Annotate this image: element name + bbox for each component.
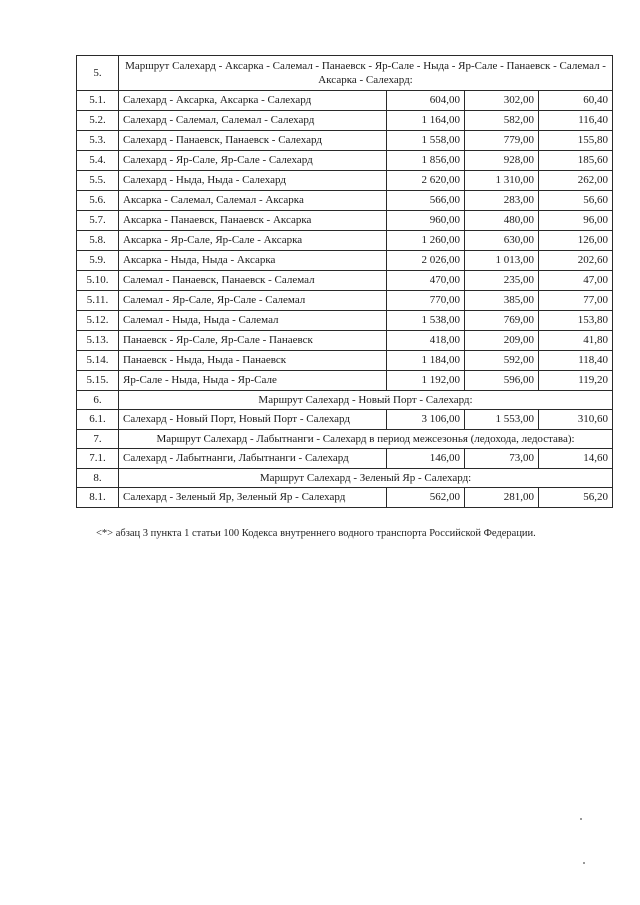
fare-full: 1 184,00 — [387, 351, 465, 371]
fare-full: 1 192,00 — [387, 371, 465, 391]
route-name: Панаевск - Яр-Сале, Яр-Сале - Панаевск — [119, 331, 387, 351]
fare-half: 302,00 — [465, 91, 539, 111]
tariff-table — [76, 55, 613, 508]
table-row — [77, 191, 613, 211]
table-row — [77, 311, 613, 331]
table-row — [77, 488, 613, 508]
route-name: Салехард - Аксарка, Аксарка - Салехард — [119, 91, 387, 111]
fare-half: 281,00 — [465, 488, 539, 508]
row-number: 5.14. — [77, 351, 119, 371]
section-header-row — [77, 56, 613, 91]
tariff-table-body — [77, 56, 613, 508]
fare-full: 562,00 — [387, 488, 465, 508]
row-number: 8.1. — [77, 488, 119, 508]
fare-full: 1 164,00 — [387, 111, 465, 131]
fare-tenth: 202,60 — [539, 251, 613, 271]
fare-half: 592,00 — [465, 351, 539, 371]
route-name: Аксарка - Салемал, Салемал - Аксарка — [119, 191, 387, 211]
route-name: Панаевск - Ныда, Ныда - Панаевск — [119, 351, 387, 371]
fare-full: 2 026,00 — [387, 251, 465, 271]
fare-half: 385,00 — [465, 291, 539, 311]
fare-full: 604,00 — [387, 91, 465, 111]
row-number: 5.8. — [77, 231, 119, 251]
section-header-row — [77, 469, 613, 488]
fare-full: 2 620,00 — [387, 171, 465, 191]
section-number: 5. — [77, 56, 119, 91]
fare-full: 3 106,00 — [387, 410, 465, 430]
row-number: 5.6. — [77, 191, 119, 211]
fare-tenth: 56,60 — [539, 191, 613, 211]
table-row — [77, 251, 613, 271]
table-row — [77, 211, 613, 231]
fare-tenth: 96,00 — [539, 211, 613, 231]
fare-full: 418,00 — [387, 331, 465, 351]
row-number: 6.1. — [77, 410, 119, 430]
section-header-row — [77, 430, 613, 449]
fare-half: 1 013,00 — [465, 251, 539, 271]
section-number: 7. — [77, 430, 119, 449]
fare-half: 779,00 — [465, 131, 539, 151]
section-title: Маршрут Салехард - Новый Порт - Салехард: — [119, 391, 613, 410]
fare-tenth: 47,00 — [539, 271, 613, 291]
table-row — [77, 271, 613, 291]
route-name: Аксарка - Панаевск, Панаевск - Аксарка — [119, 211, 387, 231]
row-number: 5.12. — [77, 311, 119, 331]
scan-speck — [580, 818, 582, 820]
fare-tenth: 262,00 — [539, 171, 613, 191]
route-name: Салемал - Ныда, Ныда - Салемал — [119, 311, 387, 331]
section-title: Маршрут Салехард - Аксарка - Салемал - Панаевск - Яр-Сале - Ныда - Яр-Сале - Панаевск - Салемал - Аксарка - Салехард: — [119, 56, 613, 91]
row-number: 5.10. — [77, 271, 119, 291]
fare-full: 470,00 — [387, 271, 465, 291]
route-name: Салехард - Ныда, Ныда - Салехард — [119, 171, 387, 191]
table-row — [77, 111, 613, 131]
fare-full: 146,00 — [387, 449, 465, 469]
table-row — [77, 151, 613, 171]
route-name: Аксарка - Яр-Сале, Яр-Сале - Аксарка — [119, 231, 387, 251]
row-number: 5.3. — [77, 131, 119, 151]
route-name: Салемал - Панаевск, Панаевск - Салемал — [119, 271, 387, 291]
fare-half: 209,00 — [465, 331, 539, 351]
fare-tenth: 77,00 — [539, 291, 613, 311]
table-row — [77, 331, 613, 351]
fare-half: 235,00 — [465, 271, 539, 291]
fare-tenth: 116,40 — [539, 111, 613, 131]
table-row — [77, 371, 613, 391]
row-number: 5.4. — [77, 151, 119, 171]
table-row — [77, 291, 613, 311]
fare-tenth: 60,40 — [539, 91, 613, 111]
fare-full: 566,00 — [387, 191, 465, 211]
fare-full: 1 260,00 — [387, 231, 465, 251]
section-title: Маршрут Салехард - Зеленый Яр - Салехард: — [119, 469, 613, 488]
fare-tenth: 155,80 — [539, 131, 613, 151]
footnote: <*> абзац 3 пункта 1 статьи 100 Кодекса внутреннего водного транспорта Российской Федерации. — [96, 528, 536, 539]
fare-tenth: 56,20 — [539, 488, 613, 508]
route-name: Салехард - Зеленый Яр, Зеленый Яр - Салехард — [119, 488, 387, 508]
route-name: Яр-Сале - Ныда, Ныда - Яр-Сале — [119, 371, 387, 391]
fare-tenth: 119,20 — [539, 371, 613, 391]
fare-tenth: 118,40 — [539, 351, 613, 371]
fare-tenth: 14,60 — [539, 449, 613, 469]
fare-half: 1 553,00 — [465, 410, 539, 430]
table-row — [77, 351, 613, 371]
route-name: Аксарка - Ныда, Ныда - Аксарка — [119, 251, 387, 271]
fare-tenth: 310,60 — [539, 410, 613, 430]
fare-half: 1 310,00 — [465, 171, 539, 191]
fare-half: 73,00 — [465, 449, 539, 469]
row-number: 5.5. — [77, 171, 119, 191]
fare-half: 928,00 — [465, 151, 539, 171]
table-row — [77, 131, 613, 151]
fare-tenth: 185,60 — [539, 151, 613, 171]
row-number: 5.9. — [77, 251, 119, 271]
route-name: Салехард - Салемал, Салемал - Салехард — [119, 111, 387, 131]
fare-full: 1 856,00 — [387, 151, 465, 171]
fare-tenth: 153,80 — [539, 311, 613, 331]
route-name: Салехард - Яр-Сале, Яр-Сале - Салехард — [119, 151, 387, 171]
table-row — [77, 449, 613, 469]
table-row — [77, 171, 613, 191]
table-row — [77, 231, 613, 251]
route-name: Салехард - Новый Порт, Новый Порт - Салехард — [119, 410, 387, 430]
route-name: Салехард - Панаевск, Панаевск - Салехард — [119, 131, 387, 151]
fare-half: 582,00 — [465, 111, 539, 131]
scan-speck — [583, 862, 585, 864]
fare-half: 769,00 — [465, 311, 539, 331]
section-number: 6. — [77, 391, 119, 410]
route-name: Салехард - Лабытнанги, Лабытнанги - Салехард — [119, 449, 387, 469]
fare-full: 1 538,00 — [387, 311, 465, 331]
fare-half: 480,00 — [465, 211, 539, 231]
table-row — [77, 91, 613, 111]
route-name: Салемал - Яр-Сале, Яр-Сале - Салемал — [119, 291, 387, 311]
table-row — [77, 410, 613, 430]
fare-half: 596,00 — [465, 371, 539, 391]
row-number: 5.15. — [77, 371, 119, 391]
row-number: 5.7. — [77, 211, 119, 231]
row-number: 5.11. — [77, 291, 119, 311]
row-number: 5.2. — [77, 111, 119, 131]
section-title: Маршрут Салехард - Лабытнанги - Салехард в период межсезонья (ледохода, ледостава): — [119, 430, 613, 449]
fare-full: 960,00 — [387, 211, 465, 231]
fare-tenth: 126,00 — [539, 231, 613, 251]
section-number: 8. — [77, 469, 119, 488]
fare-half: 283,00 — [465, 191, 539, 211]
row-number: 7.1. — [77, 449, 119, 469]
row-number: 5.1. — [77, 91, 119, 111]
fare-tenth: 41,80 — [539, 331, 613, 351]
section-header-row — [77, 391, 613, 410]
row-number: 5.13. — [77, 331, 119, 351]
fare-full: 1 558,00 — [387, 131, 465, 151]
fare-full: 770,00 — [387, 291, 465, 311]
fare-half: 630,00 — [465, 231, 539, 251]
